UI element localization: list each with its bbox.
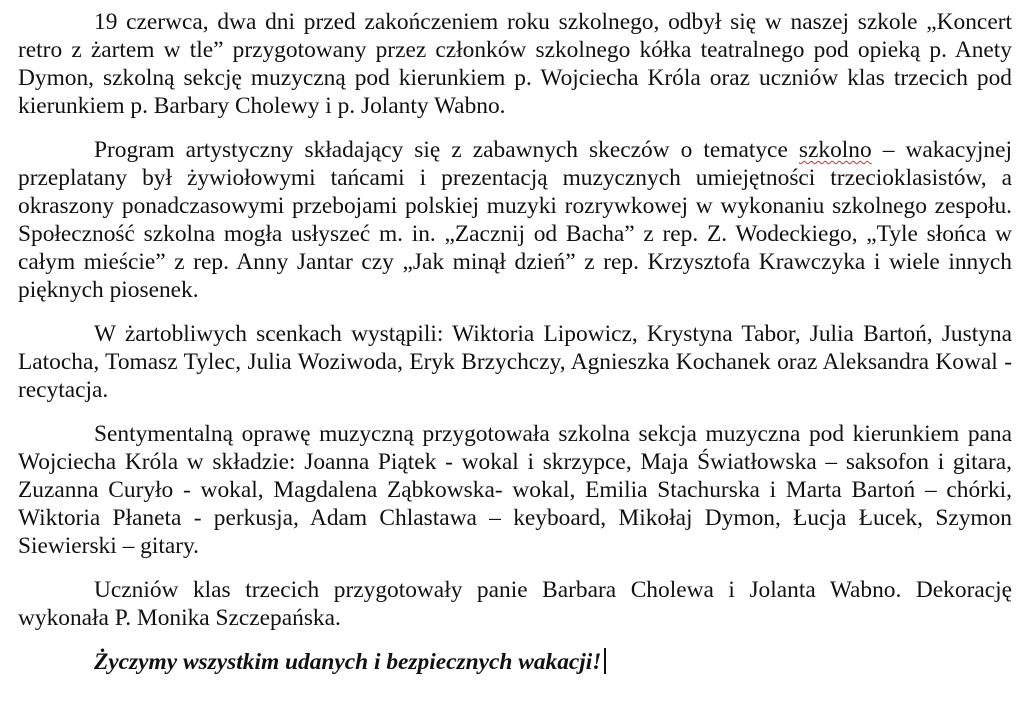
program-text-end: – wakacyjnej przeplatany był żywiołowymi tańcami i prezentacją muzycznych umiejętności trzecioklasistów, a okraszony ponadczasowymi przebojami polskiej muzyki rozrywkowej w wykonaniu szkolnego zespołu. Społeczność szkolna mogła usłyszeć m. in. „Zacznij od Bacha” z rep. Z. Wodeckiego, „Tyle słońca w całym mieście” z rep. Anny Jantar czy „Jak minął dzień” z rep. Krzysztofa Krawczyka i wiele innych pięknych piosenek. (18, 137, 1012, 303)
paragraph-performers[interactable]: W żartobliwych scenkach wystąpili: Wiktoria Lipowicz, Krystyna Tabor, Julia Bartoń, Justyna Latocha, Tomasz Tylec, Julia Woziwoda, Eryk Brzychczy, Agnieszka Kochanek oraz Aleksandra Kowal - recytacja. (18, 321, 1012, 403)
paragraph-intro[interactable]: 19 czerwca, dwa dni przed zakończeniem roku szkolnego, odbył się w naszej szkole „Koncert retro z żartem w tle” przygotowany przez członków szkolnego kółka teatralnego pod opieką p. Anety Dymon, szkolną sekcję muzyczną pod kierunkiem p. Wojciecha Króla oraz uczniów klas trzecich pod kierunkiem p. Barbary Cholewy i p. Jolanty Wabno. (18, 9, 1012, 119)
paragraph-music-section[interactable]: Sentymentalną oprawę muzyczną przygotowała szkolna sekcja muzyczna pod kierunkiem pana Wojciecha Króla w składzie: Joanna Piątek - wokal i skrzypce, Maja Światłowska – saksofon i gitara, Zuzanna Curyło - wokal, Magdalena Ząbkowska- wokal, Emilia Stachurska i Marta Bartoń – chórki, Wiktoria Płaneta - perkusja, Adam Chlastawa – keyboard, Mikołaj Dymon, Łucja Łucek, Szymon Siewierski – gitary. (18, 421, 1012, 559)
closing-wish[interactable] (18, 648, 1012, 676)
paragraph-credits[interactable]: Uczniów klas trzecich przygotowały panie Barbara Cholewa i Jolanta Wabno. Dekorację wykonała P. Monika Szczepańska. (18, 577, 1012, 631)
program-text-start: Program artystyczny składający się z zabawnych skeczów o tematyce (94, 137, 799, 163)
closing-wish-text: Życzymy wszystkim udanych i bezpiecznych wakacji! (94, 649, 602, 675)
text-cursor (604, 648, 606, 674)
spellcheck-flagged-word[interactable]: szkolno (798, 137, 872, 163)
paragraph-program[interactable] (18, 136, 1012, 304)
document-body[interactable] (18, 8, 1012, 676)
